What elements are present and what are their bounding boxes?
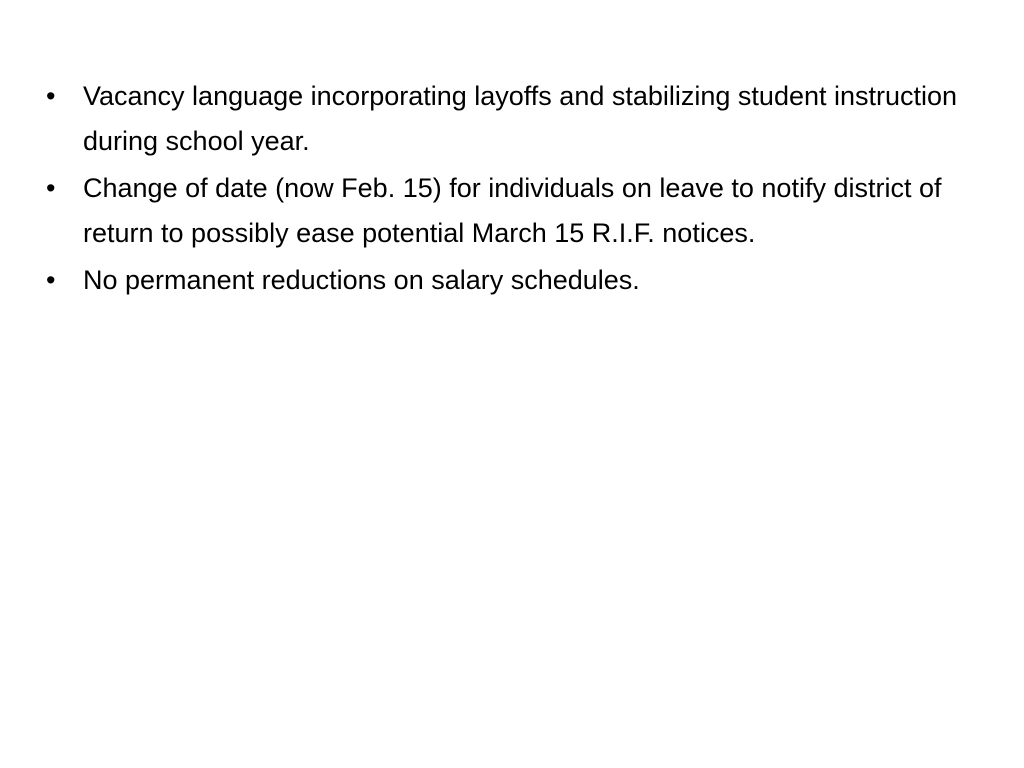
bullet-item-vacancy-language: [46, 74, 991, 163]
bullet-item-change-of-date: [46, 166, 991, 255]
bullet-list: [46, 74, 991, 306]
bullet-dot-icon: •: [46, 81, 56, 111]
bullet-dot-icon: •: [46, 265, 56, 295]
bullet-text: No permanent reductions on salary schedules.: [83, 265, 640, 295]
bullet-text: Vacancy language incorporating layoffs and stabilizing student instruction during school year.: [83, 81, 958, 156]
bullet-text: Change of date (now Feb. 15) for individuals on leave to notify district of return to possibly ease potential March 15 R.I.F. notices.: [83, 173, 942, 248]
bullet-item-salary-schedules: [46, 258, 991, 303]
bullet-dot-icon: •: [46, 173, 56, 203]
